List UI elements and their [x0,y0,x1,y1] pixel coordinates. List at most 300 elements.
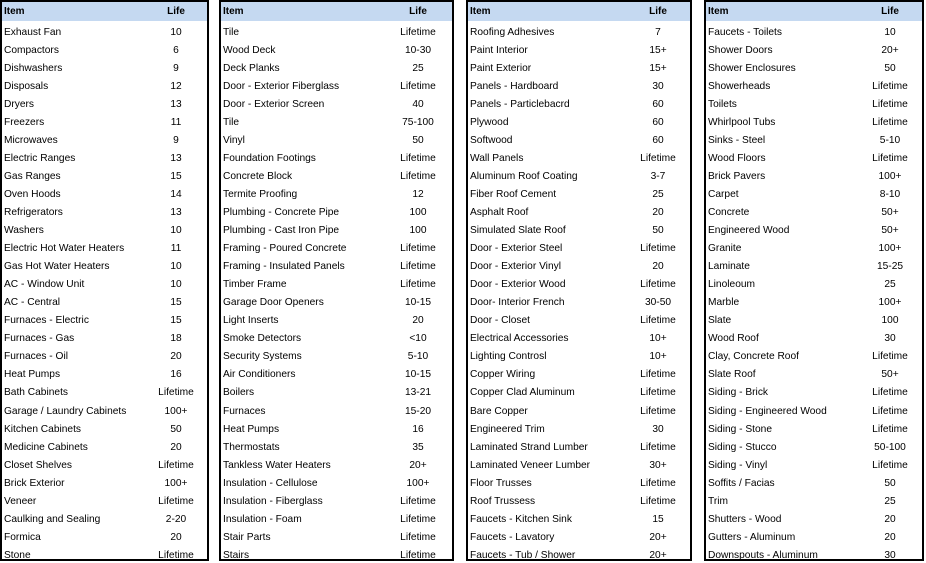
item-name: Siding - Stucco [708,441,777,453]
item-life: 25 [884,495,896,507]
item-life: 35 [412,441,424,453]
table-header [221,2,452,21]
item-life: 20+ [649,549,667,561]
item-name: Door - Exterior Wood [470,279,566,291]
table-row [706,203,922,221]
item-life: Lifetime [400,513,436,525]
header-item: Item [223,6,244,17]
table-row [2,222,207,240]
item-life: 30 [652,423,664,435]
table-row [706,420,922,438]
item-name: Heat Pumps [4,369,61,381]
item-life: 50+ [881,369,899,381]
item-life: Lifetime [640,315,676,327]
table-row [2,510,207,528]
item-life: 20 [412,315,424,327]
table-row [706,95,922,113]
item-life: 18 [170,333,182,345]
item-name: Furnaces - Electric [4,315,89,327]
item-name: Security Systems [223,351,302,363]
item-life: Lifetime [640,387,676,399]
table-row [2,113,207,131]
table-row [706,41,922,59]
table-row [221,240,452,258]
table-row [2,185,207,203]
item-life: 20+ [649,531,667,543]
item-name: Stone [4,549,31,561]
table-row [2,330,207,348]
table-row [221,185,452,203]
table-row [2,492,207,510]
item-life: Lifetime [400,243,436,255]
item-life: 20 [884,531,896,543]
item-life: 100+ [164,405,188,417]
item-life: 30 [884,333,896,345]
item-life: Lifetime [400,152,436,164]
item-life: 8-10 [879,188,901,200]
item-life: Lifetime [400,26,436,38]
item-life: 16 [170,369,182,381]
item-name: Vinyl [223,134,245,146]
item-life: 15-25 [876,261,904,273]
table-row [221,258,452,276]
table-row [468,546,690,561]
item-name: Carpet [708,188,739,200]
table-row [2,149,207,167]
item-name: Electric Ranges [4,152,76,164]
item-life: 25 [652,188,664,200]
item-life: 30 [884,549,896,561]
table-row [706,348,922,366]
header-life: Life [881,6,899,17]
item-life: 16 [412,423,424,435]
item-life: 14 [170,188,182,200]
item-name: Door - Exterior Screen [223,98,325,110]
item-life: Lifetime [872,405,908,417]
item-life: Lifetime [400,531,436,543]
table-row [221,222,452,240]
item-name: Shower Enclosures [708,62,796,74]
item-life: 15+ [649,44,667,56]
item-name: Shower Doors [708,44,773,56]
item-life: 10+ [649,333,667,345]
item-name: Wall Panels [470,152,524,164]
item-name: Kitchen Cabinets [4,423,82,435]
item-life: 100+ [878,170,902,182]
table-row [706,294,922,312]
item-life: 20+ [409,459,427,471]
item-life: 40 [412,98,424,110]
item-life: Lifetime [158,459,194,471]
item-name: Framing - Poured Concrete [223,243,347,255]
table-row [468,456,690,474]
table-row [2,240,207,258]
item-life: Lifetime [158,387,194,399]
table-row [2,131,207,149]
item-life: 50+ [881,225,899,237]
item-life: Lifetime [158,495,194,507]
item-name: Aluminum Roof Coating [470,170,578,182]
item-name: Air Conditioners [223,369,296,381]
table-row [468,474,690,492]
item-life: 100+ [406,477,430,489]
item-name: Fiber Roof Cement [470,188,557,200]
table-row [706,528,922,546]
table-row [706,131,922,149]
item-life: 13 [170,206,182,218]
table-row [706,113,922,131]
table-row [2,276,207,294]
lifespan-table-1 [0,0,209,561]
table-row [221,149,452,167]
item-name: Microwaves [4,134,58,146]
item-name: Gas Ranges [4,170,61,182]
table-row [221,330,452,348]
table-row [468,185,690,203]
table-row [2,41,207,59]
item-name: Refrigerators [4,206,63,218]
item-name: Slate Roof [708,369,756,381]
item-life: 50 [170,423,182,435]
item-life: 50 [884,62,896,74]
item-life: 10 [170,279,182,291]
item-life: 9 [173,62,179,74]
item-life: Lifetime [400,495,436,507]
item-life: 100 [881,315,899,327]
table-row [706,276,922,294]
item-name: Panels - Particlebacrd [470,98,570,110]
item-life: 100 [409,206,427,218]
item-name: Laminated Strand Lumber [470,441,588,453]
table-row [468,330,690,348]
item-life: 20 [884,513,896,525]
table-row [221,203,452,221]
item-life: 15+ [649,62,667,74]
table-row [468,258,690,276]
item-name: Gas Hot Water Heaters [4,261,110,273]
table-row [221,456,452,474]
item-name: Asphalt Roof [470,206,529,218]
table-row [468,438,690,456]
item-name: Foundation Footings [223,152,316,164]
item-life: Lifetime [640,477,676,489]
table-row [468,222,690,240]
item-life: 50-100 [874,441,906,453]
item-name: Showerheads [708,80,771,92]
table-row [221,41,452,59]
item-name: Furnaces - Gas [4,333,75,345]
item-name: Disposals [4,80,49,92]
item-life: 60 [652,116,664,128]
item-name: Boilers [223,387,255,399]
item-name: Tile [223,116,240,128]
item-life: Lifetime [872,387,908,399]
item-life: 13-21 [404,387,432,399]
item-name: Freezers [4,116,45,128]
item-life: 75-100 [402,116,434,128]
table-row [468,113,690,131]
table-row [2,528,207,546]
item-life: 100+ [878,297,902,309]
item-name: Door - Exterior Vinyl [470,261,561,273]
item-life: Lifetime [640,279,676,291]
item-life: 20 [170,531,182,543]
item-name: Door - Exterior Steel [470,243,563,255]
item-name: Siding - Engineered Wood [708,405,827,417]
item-life: 25 [412,62,424,74]
table-row [706,330,922,348]
item-name: Closet Shelves [4,459,72,471]
item-name: AC - Central [4,297,61,309]
item-name: Insulation - Foam [223,513,302,525]
table-row [2,546,207,561]
item-name: Dryers [4,98,34,110]
item-name: Concrete [708,206,750,218]
table-row [221,528,452,546]
item-life: 10 [170,261,182,273]
table-row [221,474,452,492]
item-name: AC - Window Unit [4,279,85,291]
table-row [2,95,207,113]
item-life: Lifetime [640,243,676,255]
item-name: Heat Pumps [223,423,280,435]
table-row [706,366,922,384]
table-row [468,528,690,546]
item-name: Garage Door Openers [223,297,324,309]
table-row [706,384,922,402]
item-life: 15 [170,315,182,327]
item-life: Lifetime [872,423,908,435]
item-name: Veneer [4,495,37,507]
item-name: Electric Hot Water Heaters [4,243,125,255]
item-name: Framing - Insulated Panels [223,261,345,273]
table-row [706,402,922,420]
item-life: 60 [652,98,664,110]
table-row [2,167,207,185]
table-row [706,546,922,561]
item-name: Siding - Vinyl [708,459,768,471]
lifespan-table-3 [466,0,692,561]
item-name: Wood Roof [708,333,759,345]
table-row [468,348,690,366]
item-name: Faucets - Tub / Shower [470,549,576,561]
item-name: Granite [708,243,742,255]
item-name: Bare Copper [470,405,528,417]
table-header [2,2,207,21]
item-name: Compactors [4,44,59,56]
table-row [468,366,690,384]
item-name: Dishwashers [4,62,63,74]
header-item: Item [708,6,729,17]
table-row [468,420,690,438]
table-row [468,203,690,221]
item-life: 20 [170,441,182,453]
item-name: Trim [708,495,728,507]
item-name: Door - Exterior Fiberglass [223,80,340,92]
item-name: Faucets - Lavatory [470,531,555,543]
item-life: 50 [412,134,424,146]
table-row [468,384,690,402]
item-name: Plywood [470,116,509,128]
item-name: Slate [708,315,732,327]
item-life: Lifetime [640,441,676,453]
item-life: 10-15 [404,369,432,381]
table-row [221,167,452,185]
item-life: 60 [652,134,664,146]
item-life: Lifetime [872,351,908,363]
item-name: Door- Interior French [470,297,565,309]
lifespan-table-4 [704,0,924,561]
item-life: Lifetime [640,152,676,164]
item-name: Sinks - Steel [708,134,766,146]
item-life: Lifetime [640,405,676,417]
item-life: Lifetime [872,152,908,164]
item-name: Light Inserts [223,315,279,327]
table-row [221,131,452,149]
item-name: Paint Exterior [470,62,532,74]
item-life: 11 [170,243,182,255]
table-row [221,438,452,456]
item-name: Siding - Stone [708,423,772,435]
item-name: Laminate [708,261,750,273]
item-name: Insulation - Fiberglass [223,495,323,507]
item-life: 100+ [878,243,902,255]
item-name: Deck Planks [223,62,280,74]
item-name: Clay, Concrete Roof [708,351,799,363]
table-row [468,240,690,258]
item-life: 50 [884,477,896,489]
item-life: 10-15 [404,297,432,309]
item-life: 13 [170,98,182,110]
table-row [706,185,922,203]
item-life: 50+ [881,206,899,218]
table-row [2,402,207,420]
item-life: 10 [884,26,896,38]
table-row [221,420,452,438]
item-life: 9 [173,134,179,146]
header-life: Life [167,6,185,17]
item-name: Floor Trusses [470,477,532,489]
item-life: 13 [170,152,182,164]
item-life: Lifetime [400,261,436,273]
item-life: 20 [652,261,664,273]
table-row [221,77,452,95]
table-row [468,77,690,95]
table-row [2,294,207,312]
item-name: Engineered Trim [470,423,545,435]
header-life: Life [409,6,427,17]
table-row [221,276,452,294]
item-name: Roof Trussess [470,495,536,507]
table-row [706,510,922,528]
item-life: Lifetime [158,549,194,561]
item-name: Washers [4,225,44,237]
table-row [221,510,452,528]
table-row [2,203,207,221]
table-row [468,95,690,113]
item-life: 10 [170,26,182,38]
item-life: 2-20 [165,513,187,525]
item-name: Furnaces - Oil [4,351,68,363]
table-header [468,2,690,21]
item-name: Thermostats [223,441,280,453]
header-item: Item [470,6,491,17]
table-row [706,167,922,185]
item-name: Furnaces [223,405,266,417]
table-row [221,294,452,312]
item-name: Formica [4,531,41,543]
table-row [221,348,452,366]
item-name: Linoleoum [708,279,756,291]
table-row [221,312,452,330]
table-row [468,276,690,294]
item-name: Smoke Detectors [223,333,302,345]
table-row [706,312,922,330]
table-row [2,474,207,492]
table-row [706,438,922,456]
table-row [221,402,452,420]
item-name: Door - Closet [470,315,531,327]
item-name: Panels - Hardboard [470,80,559,92]
table-row [2,77,207,95]
item-name: Termite Proofing [223,188,298,200]
table-row [2,348,207,366]
item-life: Lifetime [872,80,908,92]
item-life: 10+ [649,351,667,363]
item-name: Roofing Adhesives [470,26,555,38]
item-life: 11 [170,116,182,128]
table-row [2,366,207,384]
item-name: Wood Floors [708,152,766,164]
item-life: 3-7 [650,170,666,182]
item-name: Copper Clad Aluminum [470,387,575,399]
item-life: 5-10 [879,134,901,146]
item-name: Caulking and Sealing [4,513,101,525]
table-row [221,23,452,41]
table-row [2,258,207,276]
table-row [468,59,690,77]
item-name: Gutters - Aluminum [708,531,796,543]
table-row [2,59,207,77]
item-name: Timber Frame [223,279,287,291]
item-life: 10-30 [404,44,432,56]
item-life: Lifetime [640,369,676,381]
item-name: Oven Hoods [4,188,61,200]
item-life: 12 [412,188,424,200]
item-name: Faucets - Kitchen Sink [470,513,572,525]
item-life: 20+ [881,44,899,56]
table-row [2,420,207,438]
item-life: 100 [409,225,427,237]
item-name: Whirlpool Tubs [708,116,776,128]
item-life: 15 [170,297,182,309]
item-life: Lifetime [400,170,436,182]
table-row [468,167,690,185]
item-life: 100+ [164,477,188,489]
item-name: Faucets - Toilets [708,26,782,38]
table-row [706,492,922,510]
table-row [706,456,922,474]
item-name: Tankless Water Heaters [223,459,331,471]
item-name: Soffits / Facias [708,477,775,489]
table-header [706,2,922,21]
item-life: Lifetime [400,80,436,92]
header-item: Item [4,6,25,17]
item-name: Plumbing - Cast Iron Pipe [223,225,340,237]
item-life: Lifetime [400,549,436,561]
table-row [468,492,690,510]
item-life: 12 [170,80,182,92]
